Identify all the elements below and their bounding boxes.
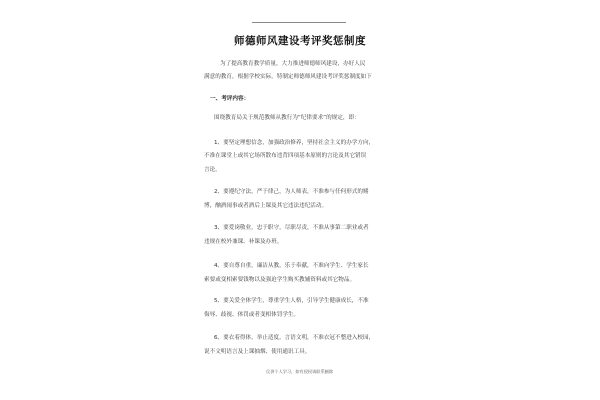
item-6-line-1: 6、要衣着得体，举止适度，言语文明，不准衣冠不整进入校园， bbox=[214, 335, 375, 341]
item-2-line-1: 2、要遵纪守法，严于律己，为人师表，不准参与任何形式的赌 bbox=[214, 189, 369, 195]
item-1-line-1: 1、要坚定理想信念，加强政治修养，坚持社会主义的办学方向， bbox=[214, 140, 375, 146]
item-4-line-2: 索要或变相索要钱物以及强迫学生购买教辅资料或其它物品。 bbox=[204, 277, 356, 283]
section-heading: 一、考评内容： bbox=[210, 96, 250, 102]
item-1-line-3: 言论。 bbox=[204, 167, 221, 173]
item-5-line-2: 侮辱、歧视、体罚或者变相体罚学生。 bbox=[204, 312, 300, 318]
item-3-line-2: 违规在校外兼课、补课及办班。 bbox=[204, 239, 283, 245]
item-2-line-2: 博，酗酒闹事或者酒后上课及其它违法违纪活动。 bbox=[204, 203, 328, 209]
header-rule bbox=[252, 22, 346, 23]
item-6-line-2: 说不文明语言及上课抽烟、使用通讯工具。 bbox=[204, 349, 311, 355]
item-1-line-2: 不准在课堂上或其它场所散布违背四项基本原则的言论及其它错误 bbox=[204, 153, 367, 159]
intro-line-1: 为了提高教育教学质量，大力推进师德师风建设，办好人民 bbox=[220, 61, 366, 67]
intro-line-2: 满意的教育，根据学校实际，特制定师德师风建设考评奖惩制度如下 bbox=[204, 74, 372, 80]
document-title: 师德师风建设考评奖惩制度 bbox=[234, 35, 366, 47]
item-3-line-1: 3、要爱岗敬业，忠于职守，尽职尽责，不准从事第二职业或者 bbox=[214, 225, 369, 231]
document-page bbox=[190, 0, 410, 400]
footer-note: 仅供个人学习，如有侵权请联系删除 bbox=[266, 369, 334, 374]
section-intro: 围绕教育局关于规范教师从教行为“纪律要求”的规定，即： bbox=[214, 115, 360, 121]
item-4-line-1: 4、要自尊自重，廉洁从教，乐于奉献，不准向学生、学生家长 bbox=[214, 263, 369, 269]
item-5-line-1: 5、要关爱全体学生，尊重学生人格，引导学生健康成长，不准 bbox=[214, 298, 369, 304]
